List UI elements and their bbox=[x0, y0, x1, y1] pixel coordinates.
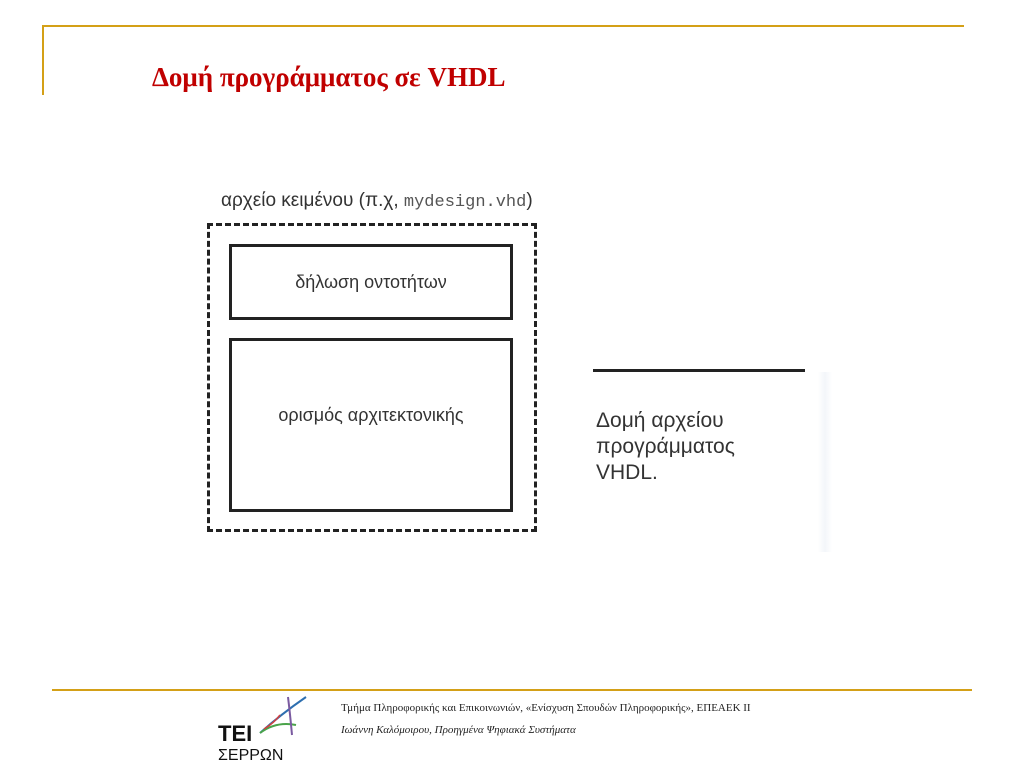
file-caption-suffix: ) bbox=[526, 190, 533, 211]
file-caption-prefix: αρχείο κειμένου (π.χ, bbox=[221, 190, 404, 211]
footer-department: Τμήμα Πληροφορικής και Επικοινωνιών, «Ενίσχυση Σπουδών Πληροφορικής», ΕΠΕΑΕΚ ΙΙ bbox=[341, 702, 751, 714]
left-accent-bar bbox=[42, 25, 44, 95]
figure-caption-line-1: Δομή αρχείου bbox=[596, 409, 724, 432]
architecture-definition-label: ορισμός αρχιτεκτονικής bbox=[278, 404, 464, 425]
tei-serres-logo bbox=[218, 693, 318, 763]
file-caption-filename: mydesign.vhd bbox=[403, 193, 527, 212]
logo-text-top: ΤΕΙ bbox=[218, 721, 253, 746]
file-caption bbox=[221, 190, 533, 212]
figure-caption bbox=[596, 408, 826, 486]
bottom-divider bbox=[52, 689, 972, 691]
logo-text-bottom: ΣΕΡΡΩΝ bbox=[218, 747, 284, 763]
architecture-definition-block bbox=[229, 338, 513, 512]
slide-title: Δομή προγράμματος σε VHDL bbox=[152, 62, 506, 92]
scan-shadow bbox=[818, 372, 832, 552]
top-divider bbox=[42, 25, 964, 27]
entity-declaration-block bbox=[229, 244, 513, 320]
figure-caption-line-3: VHDL. bbox=[596, 461, 658, 484]
caption-rule bbox=[593, 369, 805, 372]
figure-caption-line-2: προγράμματος bbox=[596, 435, 735, 458]
entity-declaration-label: δήλωση οντοτήτων bbox=[295, 271, 447, 292]
footer-course: Ιωάννη Καλόμοιρου, Προηγμένα Ψηφιακά Συστήματα bbox=[341, 724, 576, 736]
